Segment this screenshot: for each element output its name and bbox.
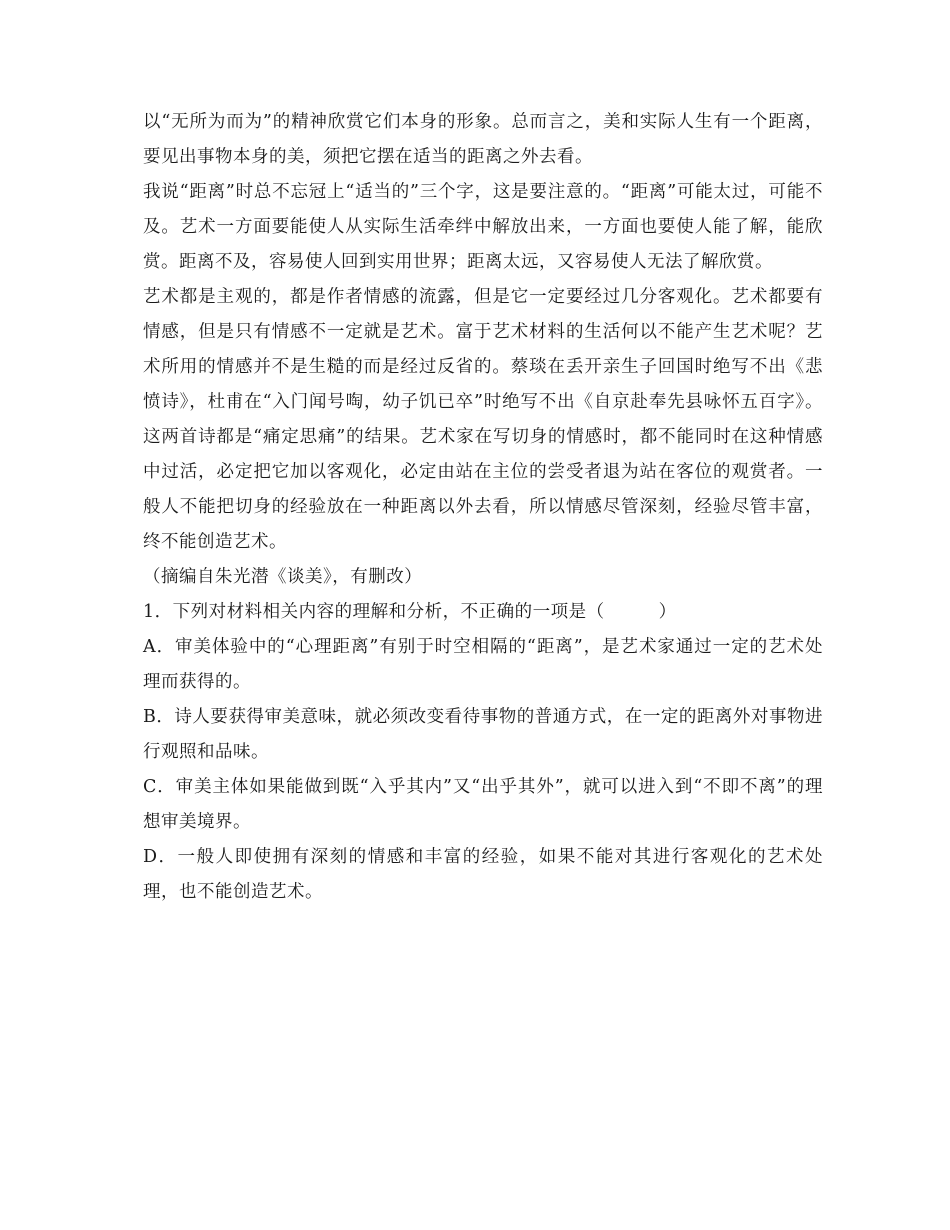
document-body — [143, 105, 823, 910]
question-stem: 1．下列对材料相关内容的理解和分析，不正确的一项是（ ） — [143, 602, 677, 622]
option-d: D．一般人即使拥有深刻的情感和丰富的经验，如果不能对其进行客观化的艺术处理，也不能创造艺术。 — [143, 847, 823, 902]
paragraph-3: 艺术都是主观的，都是作者情感的流露，但是它一定要经过几分客观化。艺术都要有情感，但是只有情感不一定就是艺术。富于艺术材料的生活何以不能产生艺术呢？艺术所用的情感并不是生糙的而是经过反省的。蔡琰在丢开亲生子回国时绝写不出《悲愤诗》，杜甫在“入门闻号啕，幼子饥已卒”时绝写不出《自京赴奉先县咏怀五百字》。这两首诗都是“痛定思痛”的结果。艺术家在写切身的情感时，都不能同时在这种情感中过活，必定把它加以客观化，必定由站在主位的尝受者退为站在客位的观赏者。一般人不能把切身的经验放在一种距离以外去看，所以情感尽管深刻，经验尽管丰富，终不能创造艺术。 — [143, 287, 823, 552]
option-a: A．审美体验中的“心理距离”有别于时空相隔的“距离”，是艺术家通过一定的艺术处理而获得的。 — [143, 637, 823, 692]
paragraph-2: 我说“距离”时总不忘冠上“适当的”三个字，这是要注意的。“距离”可能太过，可能不及。艺术一方面要能使人从实际生活牵绊中解放出来，一方面也要使人能了解，能欣赏。距离不及，容易使人回到实用世界；距离太远，又容易使人无法了解欣赏。 — [143, 182, 823, 272]
option-c: C．审美主体如果能做到既“入乎其内”又“出乎其外”，就可以进入到“不即不离”的理想审美境界。 — [143, 777, 823, 832]
source-citation: （摘编自朱光潜《谈美》，有删改） — [143, 567, 423, 587]
paragraph-1: 以“无所为而为”的精神欣赏它们本身的形象。总而言之，美和实际人生有一个距离，要见出事物本身的美，须把它摆在适当的距离之外去看。 — [143, 112, 823, 167]
option-b: B．诗人要获得审美意味，就必须改变看待事物的普通方式，在一定的距离外对事物进行观照和品味。 — [143, 707, 823, 762]
